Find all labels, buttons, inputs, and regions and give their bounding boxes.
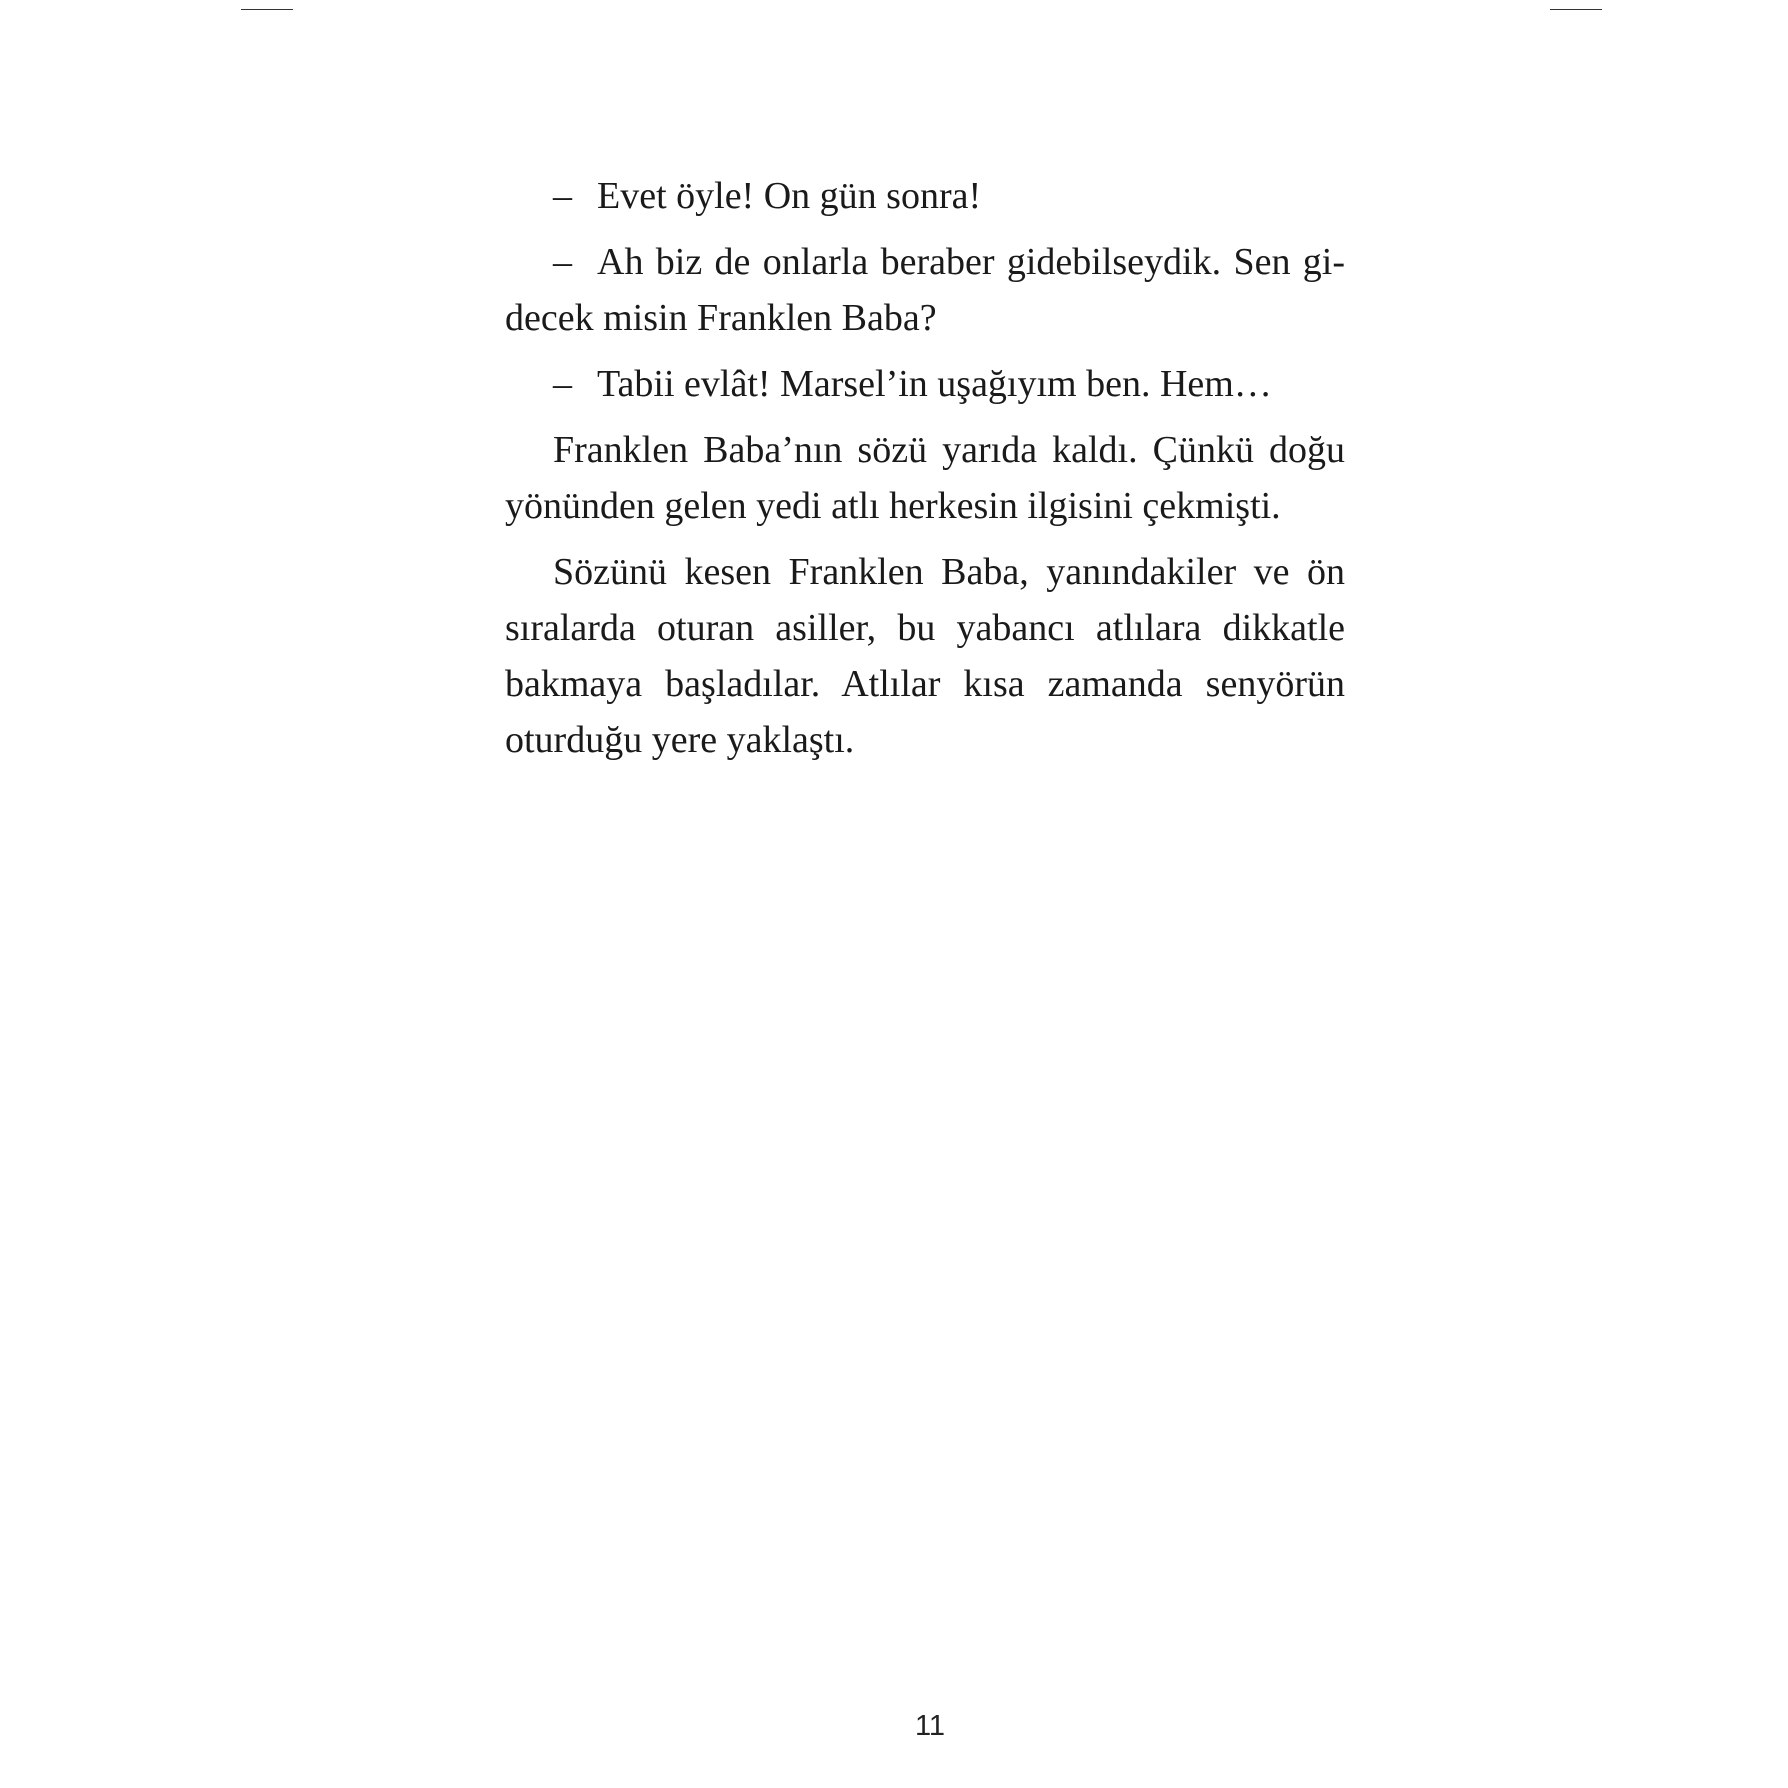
dialogue-text: Evet öyle! On gün sonra! bbox=[597, 175, 982, 217]
dialogue-line bbox=[505, 168, 1345, 224]
crop-mark-right bbox=[1550, 9, 1602, 10]
body-text bbox=[505, 168, 1345, 778]
dialogue-line bbox=[505, 234, 1345, 346]
dialogue-text: Ah biz de onlarla beraber gidebilseydik. Sen gi- decek misin Franklen Baba? bbox=[505, 241, 1345, 339]
page-number: 11 bbox=[914, 1710, 946, 1742]
narrative-paragraph: Sözünü kesen Franklen Baba, yanındakiler ve ön sıralarda oturan asiller, bu yabancı atlılara dikkatle bakmaya başladılar. Atlılar kısa zamanda senyörün oturduğu yere yaklaştı. bbox=[505, 551, 1345, 761]
dialogue-dash: – bbox=[553, 175, 572, 217]
dialogue-dash: – bbox=[553, 241, 572, 283]
narrative-paragraph: Franklen Baba’nın sözü yarıda kaldı. Çünkü doğu yönünden gelen yedi atlı herkesin ilgisini çekmişti. bbox=[505, 429, 1345, 527]
dialogue-text: Tabii evlât! Marsel’in uşağıyım ben. Hem… bbox=[597, 363, 1272, 405]
crop-mark-left bbox=[241, 9, 293, 10]
dialogue-dash: – bbox=[553, 363, 572, 405]
dialogue-line bbox=[505, 356, 1345, 412]
